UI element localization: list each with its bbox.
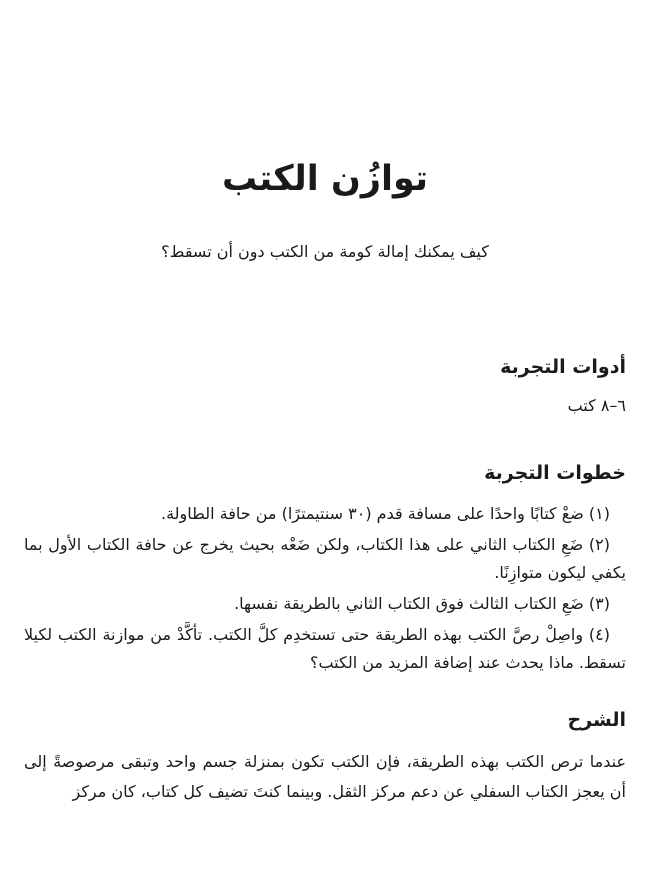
section-heading-tools: أدوات التجربة bbox=[500, 356, 626, 378]
step-item-1: (١) ضعْ كتابًا واحدًا على مسافة قدم (٣٠ سنتيمترًا) من حافة الطاولة. bbox=[160, 504, 610, 523]
tools-text: ٦–٨ كتب bbox=[567, 396, 626, 415]
section-heading-explanation: الشرح bbox=[567, 709, 626, 731]
step-item-4: (٤) واصِلْ رصَّ الكتب بهذه الطريقة حتى تستخدِم كلَّ الكتب. تأكَّدْ من موازنة الكتب لكيلا تسقط. ماذا يحدث عند إضافة المزيد من الكتب؟ bbox=[24, 625, 626, 672]
explanation-paragraph: عندما ترص الكتب بهذه الطريقة، فإن الكتب تكون بمنزلة جسم واحد وتبقى مرصوصةً إلى أن يعجز الكتاب السفلي عن دعم مركز الثقل. وبينما كنتَ تضيف كل كتاب، كان مركز bbox=[24, 752, 626, 801]
steps-list bbox=[24, 500, 626, 677]
step-item-3: (٣) ضَعِ الكتاب الثالث فوق الكتاب الثاني بالطريقة نفسها. bbox=[234, 594, 610, 613]
page-title: توازُن الكتب bbox=[221, 159, 429, 199]
section-heading-steps: خطوات التجربة bbox=[484, 462, 626, 484]
step-item-2: (٢) ضَعِ الكتاب الثاني على هذا الكتاب، ولكن ضَعْه بحيث يخرج عن حافة الكتاب الأول بما يكفي ليكون متوازِنًا. bbox=[24, 535, 626, 582]
page-subtitle: كيف يمكنك إمالة كومة من الكتب دون أن تسقط؟ bbox=[161, 242, 489, 261]
